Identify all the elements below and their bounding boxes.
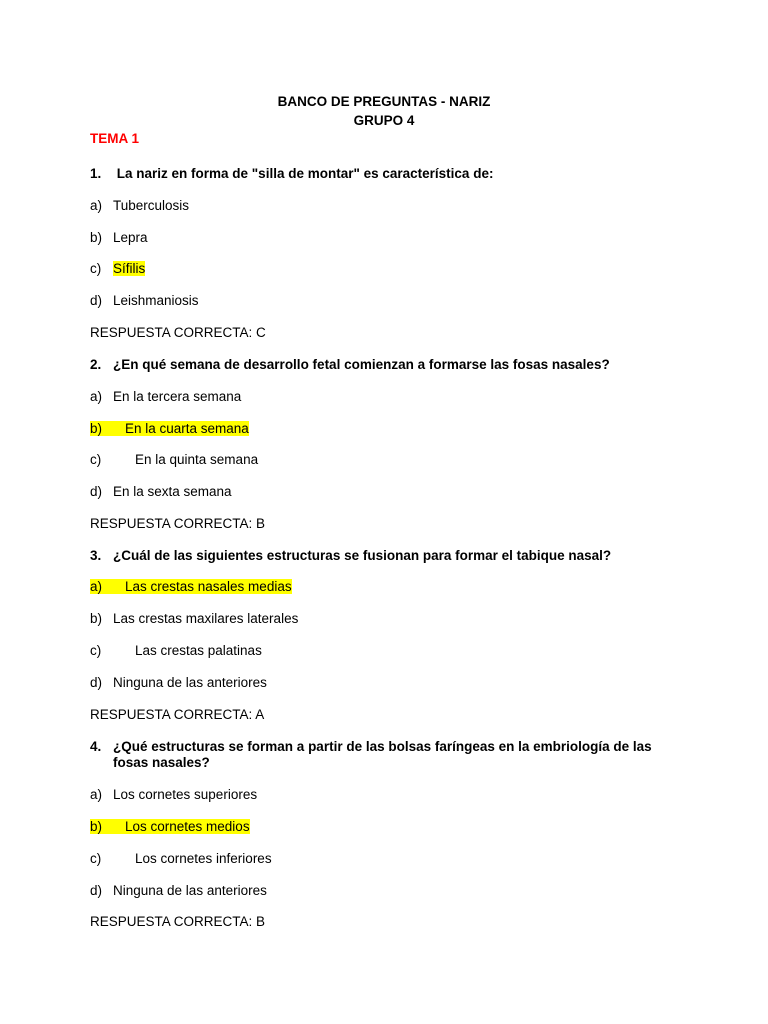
answer-2: RESPUESTA CORRECTA: B (90, 516, 266, 531)
option-3c (90, 643, 262, 659)
option-3d (90, 675, 267, 691)
option-text: Ninguna de las anteriores (113, 675, 267, 690)
option-4a (90, 787, 257, 803)
option-4b (90, 819, 250, 835)
option-text: Leishmaniosis (113, 293, 199, 308)
option-2c (90, 452, 258, 468)
option-4d (90, 883, 267, 899)
option-2d (90, 484, 232, 500)
question-3 (90, 548, 690, 564)
option-text: Tuberculosis (113, 198, 190, 213)
option-1d (90, 293, 199, 309)
answer-1: RESPUESTA CORRECTA: C (90, 325, 266, 340)
option-letter: d) (90, 675, 103, 690)
option-letter: b) (90, 611, 103, 626)
option-text-highlighted: Los cornetes medios (125, 819, 250, 834)
document-title: BANCO DE PREGUNTAS - NARIZ (277, 94, 491, 109)
question-number: 1. (90, 166, 102, 181)
option-letter: a) (90, 579, 103, 594)
option-text: En la sexta semana (113, 484, 232, 499)
question-1 (90, 166, 690, 182)
option-letter: b) (90, 819, 103, 834)
question-text: ¿Cuál de las siguientes estructuras se fusionan para formar el tabique nasal? (113, 548, 612, 563)
option-text: Las crestas palatinas (135, 643, 262, 658)
option-letter: b) (90, 230, 103, 245)
option-text-highlighted: Las crestas nasales medias (125, 579, 292, 594)
option-text-highlighted: Sífilis (113, 261, 146, 276)
question-text: La nariz en forma de "silla de montar" es característica de: (113, 166, 494, 181)
option-letter: c) (90, 851, 102, 866)
question-number: 4. (90, 739, 102, 754)
option-text: Ninguna de las anteriores (113, 883, 267, 898)
option-letter: d) (90, 293, 103, 308)
question-2 (90, 357, 690, 373)
option-1c (90, 261, 145, 277)
option-letter: a) (90, 787, 103, 802)
section-label: TEMA 1 (90, 131, 140, 146)
question-number: 3. (90, 548, 102, 563)
question-number: 2. (90, 357, 102, 372)
option-4c (90, 851, 272, 867)
option-text: Los cornetes inferiores (135, 851, 272, 866)
answer-4: RESPUESTA CORRECTA: B (90, 914, 266, 929)
document-subtitle: GRUPO 4 (353, 113, 415, 128)
option-letter: a) (90, 389, 103, 404)
option-text: Las crestas maxilares laterales (113, 611, 299, 626)
question-text: ¿En qué semana de desarrollo fetal comienzan a formarse las fosas nasales? (113, 357, 610, 372)
question-4 (90, 739, 680, 771)
option-letter: c) (90, 261, 102, 276)
option-letter: c) (90, 452, 102, 467)
option-1a (90, 198, 189, 214)
option-letter: c) (90, 643, 102, 658)
option-letter: b) (90, 421, 103, 436)
option-2a (90, 389, 241, 405)
option-3b (90, 611, 298, 627)
option-text-highlighted: En la cuarta semana (125, 421, 249, 436)
question-text: ¿Qué estructuras se forman a partir de las bolsas faríngeas en la embriología de las fosas nasales? (113, 739, 652, 770)
option-text: En la tercera semana (113, 389, 242, 404)
option-letter: d) (90, 484, 103, 499)
option-text: Lepra (113, 230, 148, 245)
option-text: Los cornetes superiores (113, 787, 258, 802)
answer-3: RESPUESTA CORRECTA: A (90, 707, 265, 722)
option-text: En la quinta semana (135, 452, 259, 467)
option-2b (90, 421, 249, 437)
option-letter: a) (90, 198, 103, 213)
option-1b (90, 230, 148, 246)
option-letter: d) (90, 883, 103, 898)
option-3a (90, 579, 292, 595)
